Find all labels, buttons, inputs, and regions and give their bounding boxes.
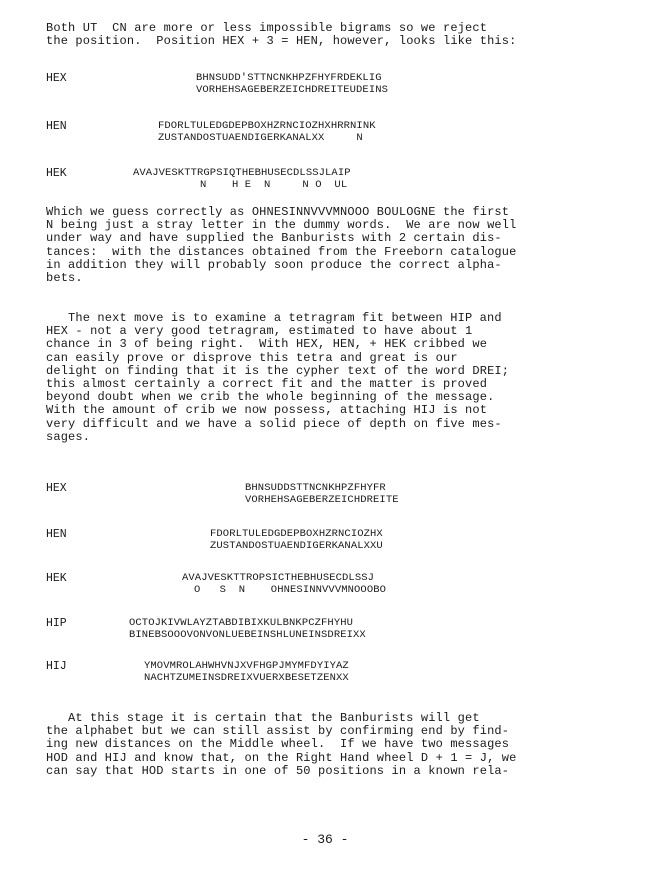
text-line: beyond doubt when we crib the whole beginning of the message.: [46, 390, 495, 405]
row-label: HIJ: [46, 660, 67, 673]
text-line: The next move is to examine a tetragram fit between HIP and: [68, 311, 502, 325]
cipher-line: AVAJVESKTTRGPSIQTHEBHUSECDLSSJLAIP: [133, 167, 351, 179]
cipher-line: BHNSUDDSTTNCNKHPZFHYFR: [245, 482, 386, 494]
cipher-line: OCTOJKIVWLAYZTABDIBIXKULBNKPCZFHYHU: [129, 617, 354, 629]
cipher-line: YMOVMROLAHWHVNJXVFHGPJMYMFDYIYAZ: [144, 660, 349, 672]
plain-line: NACHTZUMEINSDREIXVUERXBESETZENXX: [144, 672, 349, 684]
text-line: HOD and HIJ and know that, on the Right Hand wheel D + 1 = J, we: [46, 750, 517, 765]
page-number: - 36 -: [301, 832, 349, 847]
row-label: HEN: [46, 120, 67, 133]
plain-line: BINEBSOOOVONVONLUEBEINSHLUNEINSDREIXX: [129, 629, 366, 641]
text-line: in addition they will probably soon produce the correct alpha-: [46, 257, 502, 272]
row-label: HEX: [46, 482, 67, 495]
text-line: ing new distances on the Middle wheel. If we have two messages: [46, 737, 510, 752]
plain-line: N H E N N O UL: [200, 179, 348, 191]
text-line: Which we guess correctly as OHNESINNVVVMNOOO BOULOGNE the first: [46, 205, 510, 219]
cipher-line: FDORLTULEDGDEPBOXHZRNCIOZHX: [210, 528, 383, 540]
text-line: this almost certainly a correct fit and the matter is proved: [46, 377, 488, 392]
text-line: HEX - not a very good tetragram, estimated to have about 1: [46, 324, 473, 339]
paragraph-banburists: [46, 712, 606, 778]
text-line: under way and have supplied the Banburists with 2 certain dis-: [46, 231, 502, 246]
text-line: chance in 3 of being right. With HEX, HEN, + HEK cribbed we: [46, 337, 488, 352]
row-label: HEN: [46, 528, 67, 541]
plain-line: O S N OHNESINNVVVMNOOOBO: [194, 584, 387, 596]
paragraph-intro: [46, 22, 606, 48]
text-line: tances: with the distances obtained from the Freeborn catalogue: [46, 244, 517, 259]
row-label: HIP: [46, 617, 67, 630]
text-line: can say that HOD starts in one of 50 positions in a known rela-: [46, 763, 510, 778]
paragraph-tetragram: [46, 312, 606, 444]
plain-line: VORHEHSAGEBERZEICHDREITE: [245, 494, 399, 506]
text-line: the position. Position HEX + 3 = HEN, however, looks like this:: [46, 34, 517, 49]
text-line: delight on finding that it is the cypher text of the word DREI;: [46, 363, 510, 378]
row-label: HEK: [46, 572, 67, 585]
text-line: the alphabet but we can still assist by confirming end by find-: [46, 724, 510, 739]
row-label: HEX: [46, 72, 67, 85]
text-line: With the amount of crib we now possess, attaching HIJ is not: [46, 403, 488, 418]
row-label: HEK: [46, 167, 67, 180]
text-line: Both UT CN are more or less impossible bigrams so we reject: [46, 21, 488, 35]
plain-line: VORHEHSAGEBERZEICHDREITEUDEINS: [196, 84, 389, 96]
text-line: sages.: [46, 429, 91, 444]
plain-line: ZUSTANDOSTUAENDIGERKANALXXU: [210, 540, 383, 552]
paragraph-correct-guess: [46, 206, 606, 285]
text-line: very difficult and we have a solid piece of depth on five mes-: [46, 416, 502, 431]
plain-line: ZUSTANDOSTUAENDIGERKANALXX N: [158, 132, 363, 144]
text-line: bets.: [46, 271, 83, 286]
text-line: At this stage it is certain that the Banburists will get: [68, 711, 480, 725]
text-line: can easily prove or disprove this tetra and great is our: [46, 350, 458, 365]
cipher-line: BHNSUDD'STTNCNKHPZFHYFRDEKLIG: [196, 72, 382, 84]
cipher-line: FDORLTULEDGDEPBOXHZRNCIOZHXHRRNINK: [158, 120, 376, 132]
text-line: N being just a stray letter in the dummy words. We are now well: [46, 218, 517, 233]
cipher-line: AVAJVESKTTROPSICTHEBHUSECDLSSJ: [182, 572, 375, 584]
